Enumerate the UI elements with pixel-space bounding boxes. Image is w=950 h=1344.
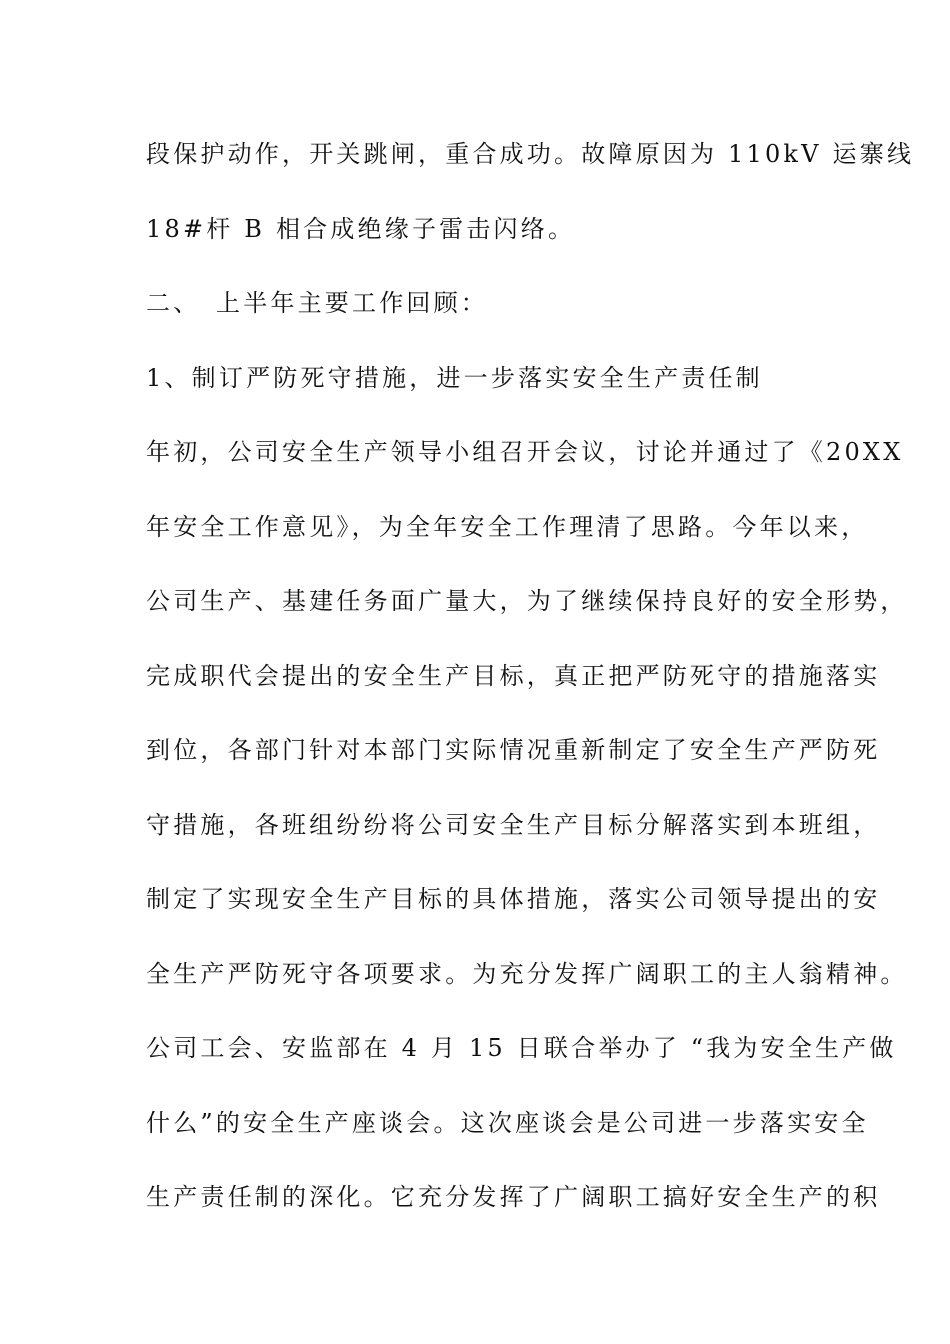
text-line-5: 年初，公司安全生产领导小组召开会议，讨论并通过了《20XX [146, 438, 904, 466]
text-line-9: 到位，各部门针对本部门实际情况重新制定了安全生产严防死 [146, 736, 881, 764]
text-line-11: 制定了实现安全生产目标的具体措施，落实公司领导提出的安 [146, 885, 881, 913]
text-line-6: 年安全工作意见》，为全年安全工作理清了思路。今年以来， [146, 512, 869, 541]
text-line-1: 段保护动作，开关跳闸，重合成功。故障原因为 110kV 运寨线 [146, 140, 915, 168]
text-line-8: 完成职代会提出的安全生产目标，真正把严防死守的措施落实 [146, 661, 881, 690]
text-line-14: 什么”的安全生产座谈会。这次座谈会是公司进一步落实安全 [146, 1108, 869, 1137]
text-line-12: 全生产严防死守各项要求。为充分发挥广阔职工的主人翁精神。 [146, 959, 908, 988]
document-body [146, 130, 915, 1248]
section-heading [146, 279, 846, 354]
text-line-13: 公司工会、安监部在 4 月 15 日联合举办了 “我为安全生产做 [146, 1034, 897, 1062]
subheading-line: 1、制订严防死守措施，进一步落实安全生产责任制 [146, 363, 763, 392]
text-line-7: 公司生产、基建任务面广量大，为了继续保持良好的安全形势， [146, 587, 908, 615]
section-title: 上半年主要工作回顾： [216, 289, 488, 317]
text-line-10: 守措施，各班组纷纷将公司安全生产目标分解落实到本班组， [146, 810, 881, 839]
text-line-15: 生产责任制的深化。它充分发挥了广阔职工搞好安全生产的积 [146, 1183, 881, 1211]
section-number: 二、 [146, 289, 201, 317]
text-line-2: 18#杆 B 相合成绝缘子雷击闪络。 [146, 214, 576, 243]
